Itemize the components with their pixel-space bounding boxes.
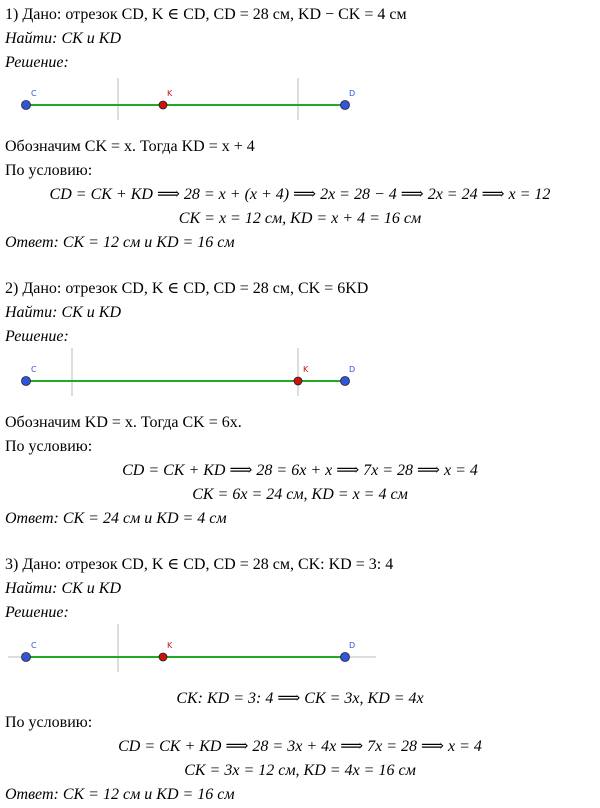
problem-3-solution-label: Решение: <box>5 604 69 621</box>
problem-2-equation: CD = CK + KD ⟹ 28 = 6x + x ⟹ 7x = 28 ⟹ x = 4 <box>122 462 478 479</box>
problem-3-ratio: CK: KD = 3: 4 ⟹ CK = 3x, KD = 4x <box>176 690 424 707</box>
point-d <box>341 101 350 110</box>
problem-1-notation: Обозначим CK = x. Тогда KD = x + 4 <box>5 138 255 155</box>
point-k <box>159 653 167 661</box>
label-c: C <box>31 641 37 650</box>
point-c <box>22 653 31 662</box>
problem-1-solution-label: Решение: <box>5 54 69 71</box>
problem-3-condition: По условию: <box>5 714 93 731</box>
problem-3-given: 3) Дано: отрезок CD, K ∈ CD, CD = 28 см, CK: KD = 3: 4 <box>5 556 394 573</box>
problem-2-answer: Ответ: CK = 24 см и KD = 4 см <box>5 510 227 527</box>
point-c <box>22 377 31 386</box>
label-k: K <box>303 365 309 374</box>
point-k <box>294 377 302 385</box>
point-d <box>341 377 350 386</box>
problem-2-given: 2) Дано: отрезок CD, K ∈ CD, CD = 28 см, CK = 6KD <box>5 280 369 297</box>
problem-2-figure <box>0 366 600 396</box>
point-c <box>22 101 31 110</box>
label-k: K <box>167 89 173 98</box>
problem-3-figure <box>0 642 600 672</box>
label-d: D <box>349 365 356 374</box>
problem-1-equation: CD = CK + KD ⟹ 28 = x + (x + 4) ⟹ 2x = 28 − 4 ⟹ 2x = 24 ⟹ x = 12 <box>49 186 551 203</box>
label-c: C <box>31 365 37 374</box>
label-c: C <box>31 89 37 98</box>
problem-2-solution-label: Решение: <box>5 328 69 345</box>
problem-2-result: CK = 6x = 24 см, KD = x = 4 см <box>192 486 408 503</box>
problem-1-figure <box>0 90 600 120</box>
label-k: K <box>167 641 173 650</box>
point-d <box>341 653 350 662</box>
problem-1-condition: По условию: <box>5 162 93 179</box>
problem-3-result: CK = 3x = 12 см, KD = 4x = 16 см <box>184 762 416 779</box>
problem-3-find: Найти: CK и KD <box>5 580 122 597</box>
problem-1-find: Найти: CK и KD <box>5 30 122 47</box>
problem-3-equation: CD = CK + KD ⟹ 28 = 3x + 4x ⟹ 7x = 28 ⟹ x = 4 <box>118 738 482 755</box>
label-d: D <box>349 89 356 98</box>
problem-1-answer: Ответ: CK = 12 см и KD = 16 см <box>5 234 235 251</box>
problem-3-answer: Ответ: CK = 12 см и KD = 16 см <box>5 786 235 803</box>
problem-2-notation: Обозначим KD = x. Тогда CK = 6x. <box>5 414 242 431</box>
point-k <box>159 101 167 109</box>
problem-2-condition: По условию: <box>5 438 93 455</box>
problem-2-find: Найти: CK и KD <box>5 304 122 321</box>
label-d: D <box>349 641 356 650</box>
problem-1-result: CK = x = 12 см, KD = x + 4 = 16 см <box>178 210 422 227</box>
problem-1-given: 1) Дано: отрезок CD, K ∈ CD, CD = 28 см, KD − CK = 4 см <box>5 6 407 23</box>
